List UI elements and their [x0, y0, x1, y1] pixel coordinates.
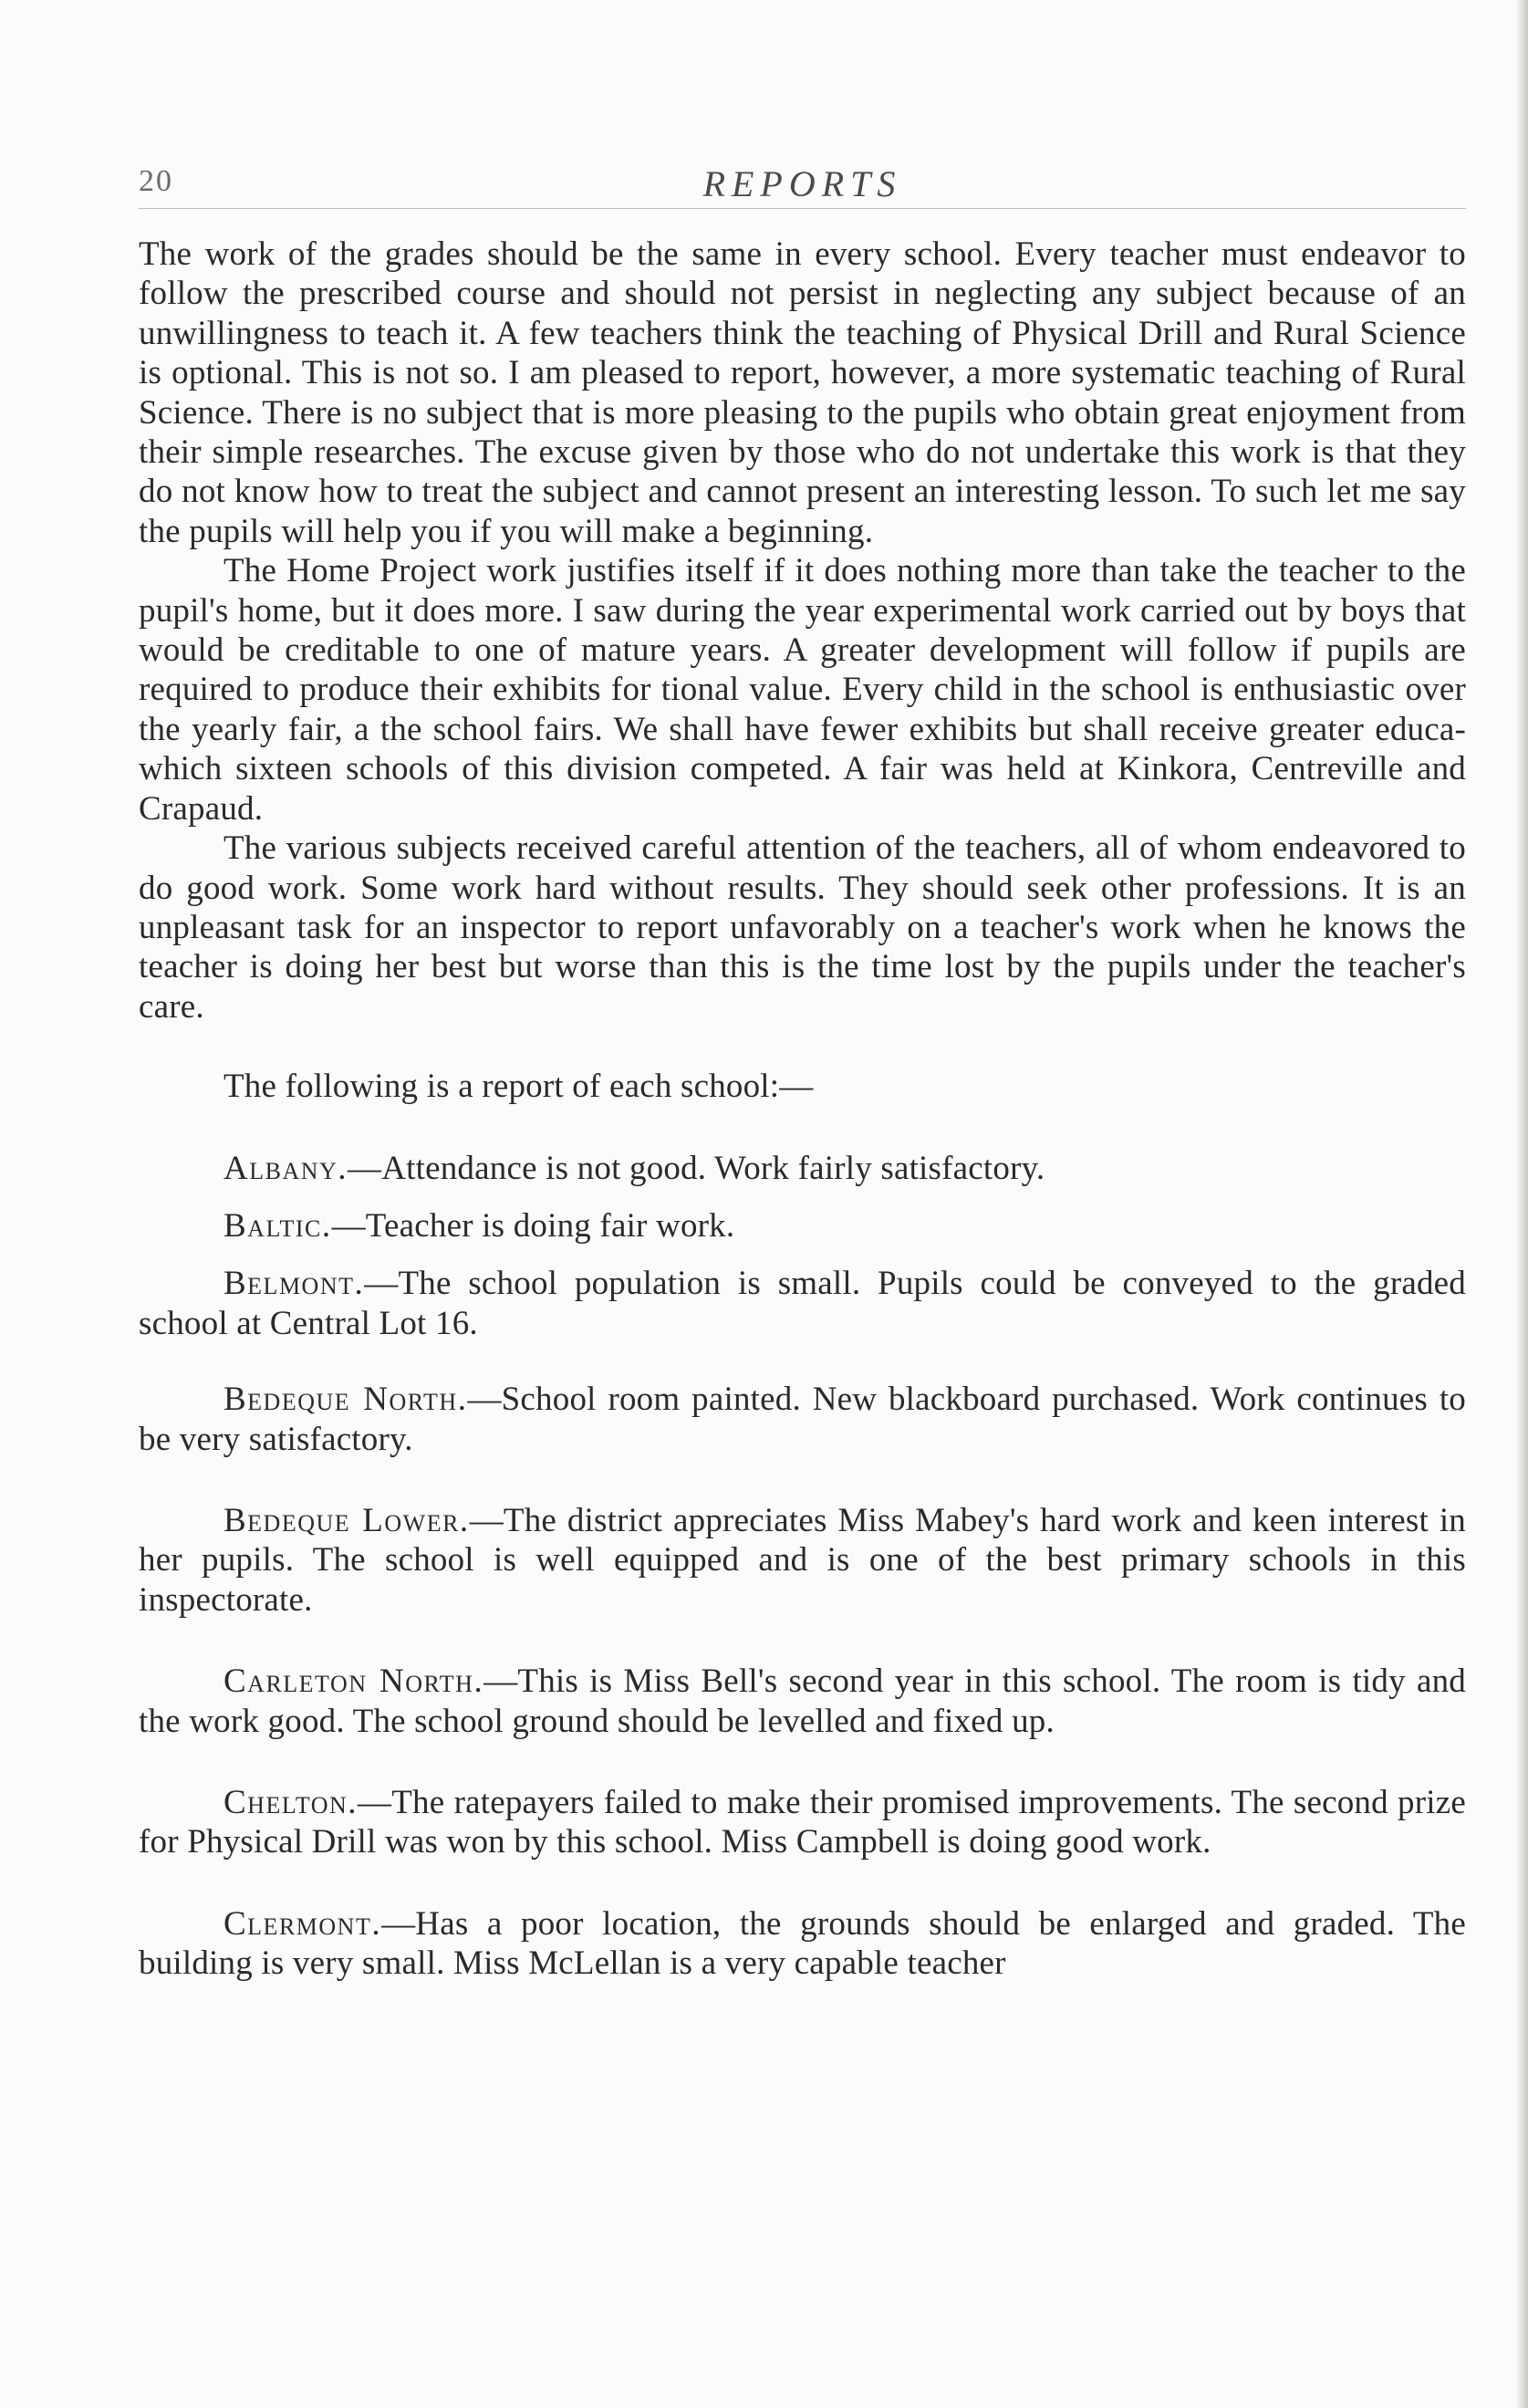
school-name: Chelton. [223, 1784, 359, 1821]
school-entry-carleton-north [139, 1662, 1466, 1741]
page-number: 20 [139, 164, 173, 198]
school-entry-bedeque-lower [139, 1501, 1466, 1620]
school-name: Albany. [223, 1149, 348, 1187]
school-name: Belmont. [223, 1265, 365, 1303]
school-name: Baltic. [223, 1206, 332, 1245]
paragraph-subjects: The various subjects received careful attention of the teachers, all of whom endeavored to do good work. Some work hard without results. They should seek other professions. It is an unpleasant task for an inspector to report unfavorably on a teacher's work when he knows the teacher is doing her best but worse than this is the time lost by the pupils under the teacher's care. [139, 829, 1466, 1026]
school-name: Carleton North. [223, 1663, 484, 1701]
page-edge-shadow [1515, 0, 1528, 2408]
school-report: —Teacher is doing fair work. [331, 1206, 735, 1245]
paragraph-grades: The work of the grades should be the same in every school. Every teacher must endeavor to follow the prescribed course and should not persist in neglecting any subject because of an unwillingness to teach it. A few teachers think the teaching of Physical Drill and Rural Science is optional. This is not so. I am pleased to report, however, a more systematic teaching of Rural Science. There is no subject that is more pleasing to the pupils who obtain great enjoyment from their simple researches. The excuse given by those who do not undertake this work is that they do not know how to treat the subject and cannot present an interesting lesson. To such let me say the pupils will help you if you will make a beginning. [139, 235, 1466, 550]
schools-intro: The following is a report of each school:— [223, 1068, 814, 1106]
school-name: Clermont. [223, 1904, 382, 1943]
school-report: —Attendance is not good. Work fairly satisfactory. [348, 1149, 1045, 1187]
school-report: —The school population is small. Pupils could be conveyed to the graded school at Central Lot 16. [139, 1265, 1466, 1342]
header-title: REPORTS [702, 163, 902, 204]
school-name: Bedeque North. [223, 1381, 468, 1419]
school-entry-albany [139, 1149, 1466, 1188]
report-body [139, 235, 1466, 1984]
school-entry-clermont [139, 1904, 1466, 1984]
school-report: —School room painted. New blackboard purchased. Work continues to be very satisfactory. [139, 1381, 1466, 1458]
school-entry-bedeque-north [139, 1380, 1466, 1459]
paragraph-home-project: The Home Project work justifies itself if it does nothing more than take the teacher to the pupil's home, but it does more. I saw during the year experimental work carried out by boys that would be creditable to one of mature years. A greater development will follow if pupils are required to produce their exhibits for tional value. Every child in the school is enthusiastic over the yearly fair, a the school fairs. We shall have fewer exhibits but shall receive greater educa- which sixteen schools of this division competed. A fair was held at Kinkora, Centreville and Crapaud. [139, 552, 1466, 828]
document-page [139, 153, 1466, 1984]
school-name: Bedeque Lower. [223, 1501, 470, 1539]
school-entry-belmont [139, 1264, 1466, 1343]
school-report: —The ratepayers failed to make their promised improvements. The second prize for Physical Drill was won by this school. Miss Campbell is doing good work. [139, 1784, 1466, 1861]
running-header [139, 153, 1466, 209]
school-entry-chelton [139, 1783, 1466, 1862]
school-report: —The district appreciates Miss Mabey's hard work and keen interest in her pupils. The school is well equipped and is one of the best primary schools in this inspectorate. [139, 1501, 1467, 1619]
school-report: —This is Miss Bell's second year in this school. The room is tidy and the work good. The school ground should be levelled and fixed up. [139, 1663, 1467, 1740]
school-report: —Has a poor location, the grounds should be enlarged and graded. The building is very small. Miss McLellan is a very capable teacher [139, 1904, 1466, 1983]
school-entry-baltic [139, 1206, 1466, 1246]
